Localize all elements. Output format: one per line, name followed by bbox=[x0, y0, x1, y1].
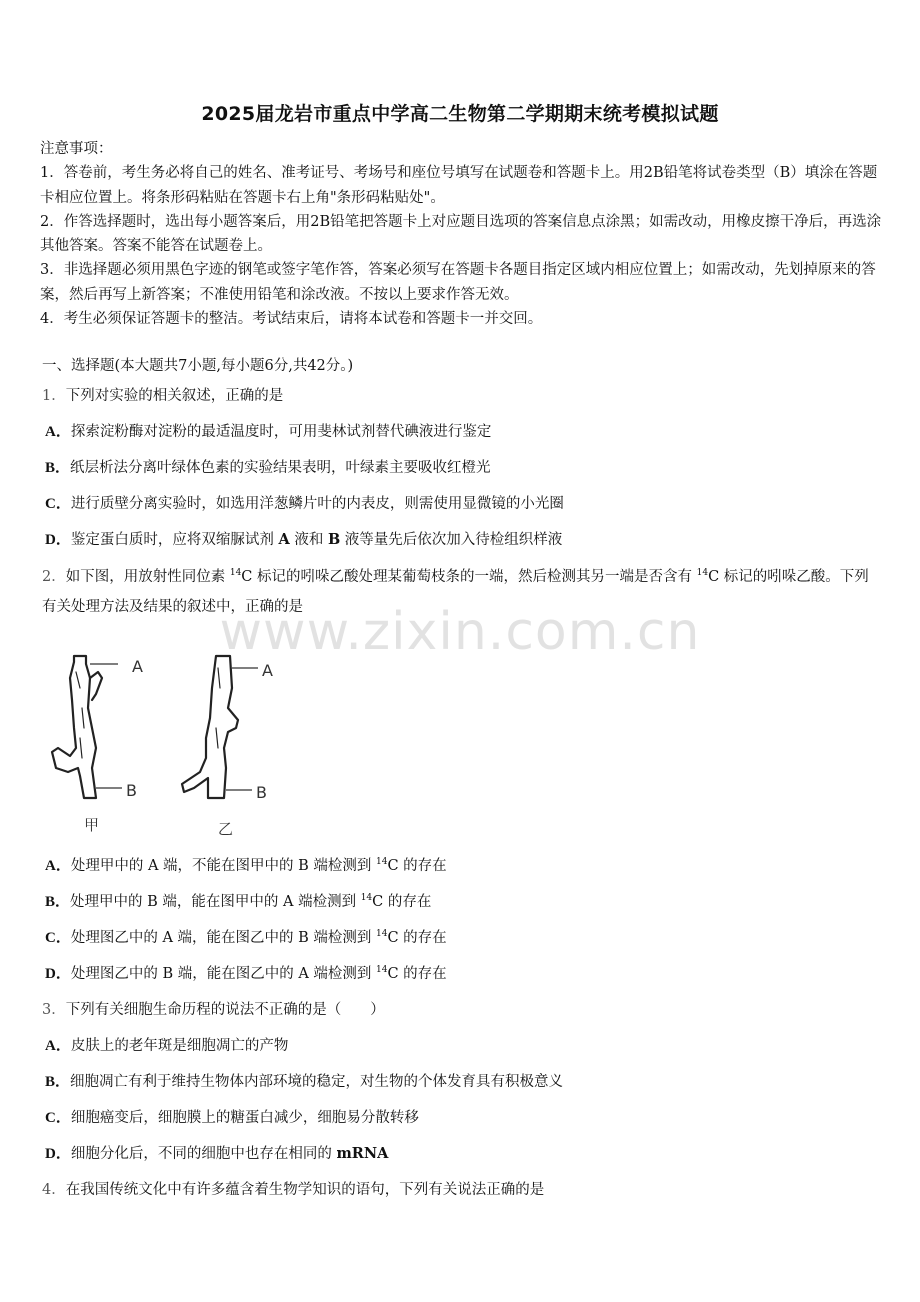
option-letter: B． bbox=[45, 894, 71, 910]
option-letter: D． bbox=[45, 1146, 71, 1162]
option-text: 鉴定蛋白质时，应将双缩脲试剂 bbox=[70, 532, 279, 548]
q2-option-b bbox=[45, 892, 431, 912]
option-letter: D． bbox=[45, 966, 71, 982]
option-text: 探索淀粉酶对淀粉的最适温度时，可用斐林试剂替代碘液进行鉴定 bbox=[70, 424, 492, 440]
question-stem: C 标记的吲哚乙酸。下列有关处理方法及结果的叙述中，正确的是 bbox=[42, 569, 869, 615]
option-letter: C． bbox=[45, 930, 71, 946]
notes-item: 2．作答选择题时，选出每小题答案后，用2B铅笔把答题卡上对应题目选项的答案信息点涂黑；如需改动，用橡皮擦干净后，再选涂其他答案。答案不能答在试题卷上。 bbox=[40, 213, 882, 255]
option-text-bold: B bbox=[327, 531, 341, 548]
notes-block bbox=[40, 137, 882, 331]
q2-option-c bbox=[45, 928, 447, 948]
option-text: 细胞癌变后，细胞膜上的糖蛋白减少，细胞易分散转移 bbox=[70, 1110, 419, 1126]
option-letter: A． bbox=[45, 1038, 71, 1054]
question-stem: 如下图，用放射性同位素 bbox=[65, 569, 230, 585]
option-letter: C． bbox=[45, 496, 71, 512]
option-text: 液和 bbox=[289, 532, 328, 548]
option-text-bold: A bbox=[278, 531, 290, 548]
q1-option-a bbox=[45, 422, 491, 442]
isotope-superscript: 14 bbox=[376, 965, 388, 975]
notes-item: 4．考生必须保证答题卡的整洁。考试结束后，请将本试卷和答题卡一并交回。 bbox=[40, 311, 543, 328]
option-letter: C． bbox=[45, 1110, 71, 1126]
q1-option-b bbox=[45, 458, 491, 478]
question-number: 1． bbox=[42, 388, 66, 404]
option-text: 细胞分化后，不同的细胞中也存在相同的 bbox=[70, 1146, 337, 1162]
option-letter: A． bbox=[45, 424, 71, 440]
question-stem: 下列对实验的相关叙述，正确的是 bbox=[65, 388, 284, 404]
q1-option-c bbox=[45, 494, 564, 514]
question-3 bbox=[42, 1000, 385, 1020]
label-b-jia: B bbox=[126, 781, 137, 800]
option-text: 液等量先后依次加入待检组织样液 bbox=[340, 532, 563, 548]
watermark: www.zixin.com.cn bbox=[219, 602, 701, 662]
question-stem: C 标记的吲哚乙酸处理某葡萄枝条的一端，然后检测其另一端是否含有 bbox=[241, 569, 697, 585]
option-letter: B． bbox=[45, 1074, 71, 1090]
isotope-superscript: 14 bbox=[360, 893, 373, 903]
question-stem: 在我国传统文化中有许多蕴含着生物学知识的语句，下列有关说法正确的是 bbox=[65, 1182, 545, 1198]
q3-option-c bbox=[45, 1108, 419, 1128]
q3-option-d bbox=[45, 1144, 388, 1164]
option-text: 处理图乙中的 A 端，能在图乙中的 B 端检测到 bbox=[70, 930, 377, 946]
option-text: 皮肤上的老年斑是细胞凋亡的产物 bbox=[70, 1038, 289, 1054]
question-stem: 下列有关细胞生命历程的说法不正确的是（ ） bbox=[65, 1002, 385, 1018]
q2-option-a bbox=[45, 856, 447, 876]
notes-item: 1．答卷前，考生务必将自己的姓名、准考证号、考场号和座位号填写在试题卷和答题卡上。用2B铅笔将试卷类型（B）填涂在答题卡相应位置上。将条形码粘贴在答题卡右上角"条形码粘贴处"。 bbox=[40, 165, 878, 206]
option-text: C 的存在 bbox=[387, 930, 447, 946]
isotope-superscript: 14 bbox=[376, 857, 388, 867]
q3-option-b bbox=[45, 1072, 563, 1092]
option-letter: B． bbox=[45, 460, 71, 476]
q1-option-d bbox=[45, 530, 562, 550]
option-text: 纸层析法分离叶绿体色素的实验结果表明，叶绿素主要吸收红橙光 bbox=[70, 460, 491, 476]
isotope-superscript: 14 bbox=[229, 568, 242, 578]
isotope-superscript: 14 bbox=[376, 929, 388, 939]
option-text: C 的存在 bbox=[372, 894, 432, 910]
caption-jia: 甲 bbox=[84, 816, 100, 834]
caption-yi: 乙 bbox=[218, 820, 234, 838]
option-text: 处理甲中的 B 端，能在图甲中的 A 端检测到 bbox=[70, 894, 361, 910]
option-letter: A． bbox=[45, 858, 71, 874]
question-4 bbox=[42, 1180, 544, 1200]
question-number: 4． bbox=[42, 1182, 66, 1198]
q2-option-d bbox=[45, 964, 447, 984]
q3-option-a bbox=[45, 1036, 288, 1056]
notes-item: 3．非选择题必须用黑色字迹的钢笔或签字笔作答，答案必须写在答题卡各题目指定区域内相应位置上；如需改动，先划掉原来的答案，然后再写上新答案；不准使用铅笔和涂改液。不按以上要求作答无效。 bbox=[40, 262, 876, 303]
option-text-bold: mRNA bbox=[336, 1145, 389, 1162]
page-title: 2025届龙岩市重点中学高二生物第二学期期末统考模拟试题 bbox=[201, 103, 719, 125]
label-a-yi: A bbox=[262, 661, 273, 680]
isotope-superscript: 14 bbox=[696, 568, 709, 578]
option-text: 处理甲中的 A 端，不能在图甲中的 B 端检测到 bbox=[70, 858, 377, 874]
label-a-jia: A bbox=[132, 657, 143, 676]
section-heading: 一、选择题(本大题共7小题,每小题6分,共42分。) bbox=[42, 358, 354, 374]
question-1 bbox=[42, 386, 283, 406]
option-text: C 的存在 bbox=[387, 858, 447, 874]
option-text: C 的存在 bbox=[387, 966, 447, 982]
branch-yi-drawing bbox=[182, 656, 238, 798]
label-b-yi: B bbox=[256, 783, 267, 802]
notes-heading: 注意事项： bbox=[40, 141, 113, 157]
option-text: 进行质壁分离实验时，如选用洋葱鳞片叶的内表皮，则需使用显微镜的小光圈 bbox=[70, 496, 564, 512]
option-letter: D． bbox=[45, 532, 71, 548]
option-text: 处理图乙中的 B 端，能在图乙中的 A 端检测到 bbox=[70, 966, 377, 982]
branch-figure bbox=[40, 648, 300, 838]
option-text: 细胞凋亡有利于维持生物体内部环境的稳定，对生物的个体发育具有积极意义 bbox=[70, 1074, 564, 1090]
question-number: 3． bbox=[42, 1002, 66, 1018]
branch-jia-drawing bbox=[52, 656, 102, 798]
question-number: 2． bbox=[42, 569, 66, 585]
